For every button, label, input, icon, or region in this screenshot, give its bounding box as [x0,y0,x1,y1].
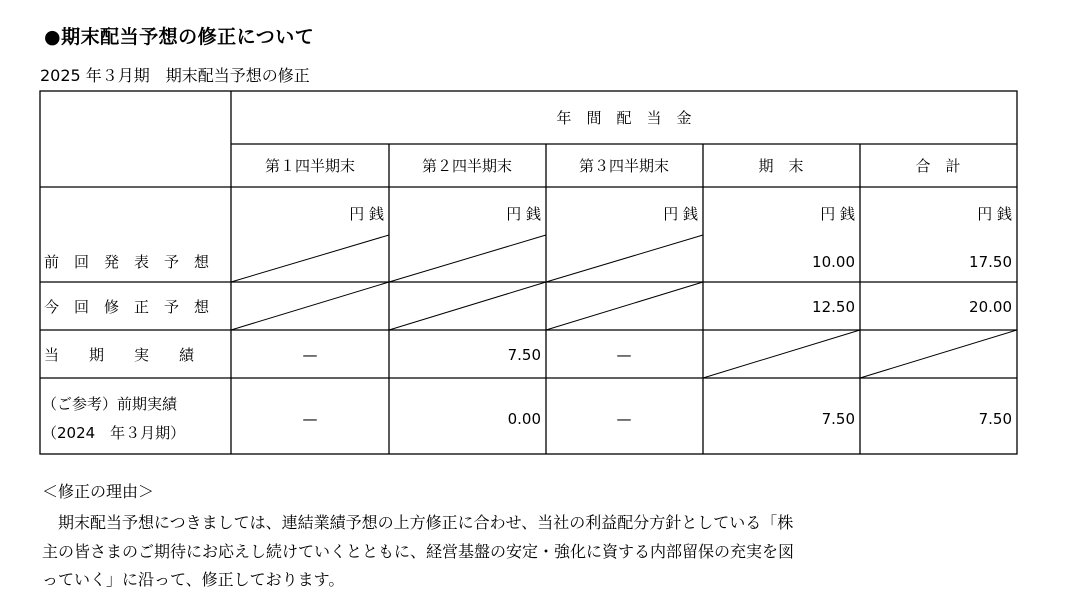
table-cell: 7.50 [821,410,855,428]
na-slash [546,282,703,330]
reason-title: ＜修正の理由＞ [42,482,155,501]
table-cell: 10.00 [812,253,855,271]
reason-line: 主の皆さまのご期待にお応えし続けていくとともに、経営基盤の安定・強化に資する内部留保の充実を図 [42,541,795,561]
col-header-year-end: 期 末 [758,157,804,175]
row-label-revised-forecast: 今 回 修 正 予 想 [44,298,210,316]
na-slash [546,235,703,282]
reason-line: っていく」に沿って、修正しております。 [42,570,345,589]
na-slash [389,235,546,282]
unit-label: 円 銭 [506,205,541,223]
table-cell: — [616,346,632,364]
reason-line: 期末配当予想につきましては、連結業績予想の上方修正に合わせ、当社の利益配分方針としている「株 [42,513,794,532]
row-label-prior-year-period: （2024 年３月期） [42,424,186,442]
na-slash [231,235,389,282]
na-slash [860,330,1017,378]
col-header-q2: 第２四半期末 [421,157,513,175]
row-label-current-results: 当 期 実 績 [44,346,195,364]
table-caption: 2025 年３月期 期末配当予想の修正 [40,66,310,85]
col-header-q1: 第１四半期末 [264,157,356,175]
table-cell: 12.50 [812,298,855,316]
col-header-total: 合 計 [915,157,961,175]
table-cell: — [616,410,632,428]
table-cell: 0.00 [507,410,541,428]
unit-label: 円 銭 [820,205,855,223]
table-cell: 7.50 [507,346,541,364]
table-cell: 17.50 [969,253,1012,271]
table-cell: 7.50 [978,410,1012,428]
row-label-prior-year: （ご参考）前期実績 [42,395,178,413]
reason-body [42,509,1032,595]
table-cell: — [302,410,318,428]
section-heading: ●期末配当予想の修正について [44,26,315,48]
row-label-previous-forecast: 前 回 発 表 予 想 [44,253,210,271]
group-header: 年 間 配 当 金 [556,109,692,127]
na-slash [703,330,860,378]
table-cell: — [302,346,318,364]
table-border [40,91,1017,454]
col-header-q3: 第３四半期末 [578,157,670,175]
na-slash [389,282,546,330]
table-cell: 20.00 [969,298,1012,316]
unit-label: 円 銭 [663,205,698,223]
na-slash [231,282,389,330]
unit-label: 円 銭 [349,205,384,223]
unit-label: 円 銭 [977,205,1012,223]
